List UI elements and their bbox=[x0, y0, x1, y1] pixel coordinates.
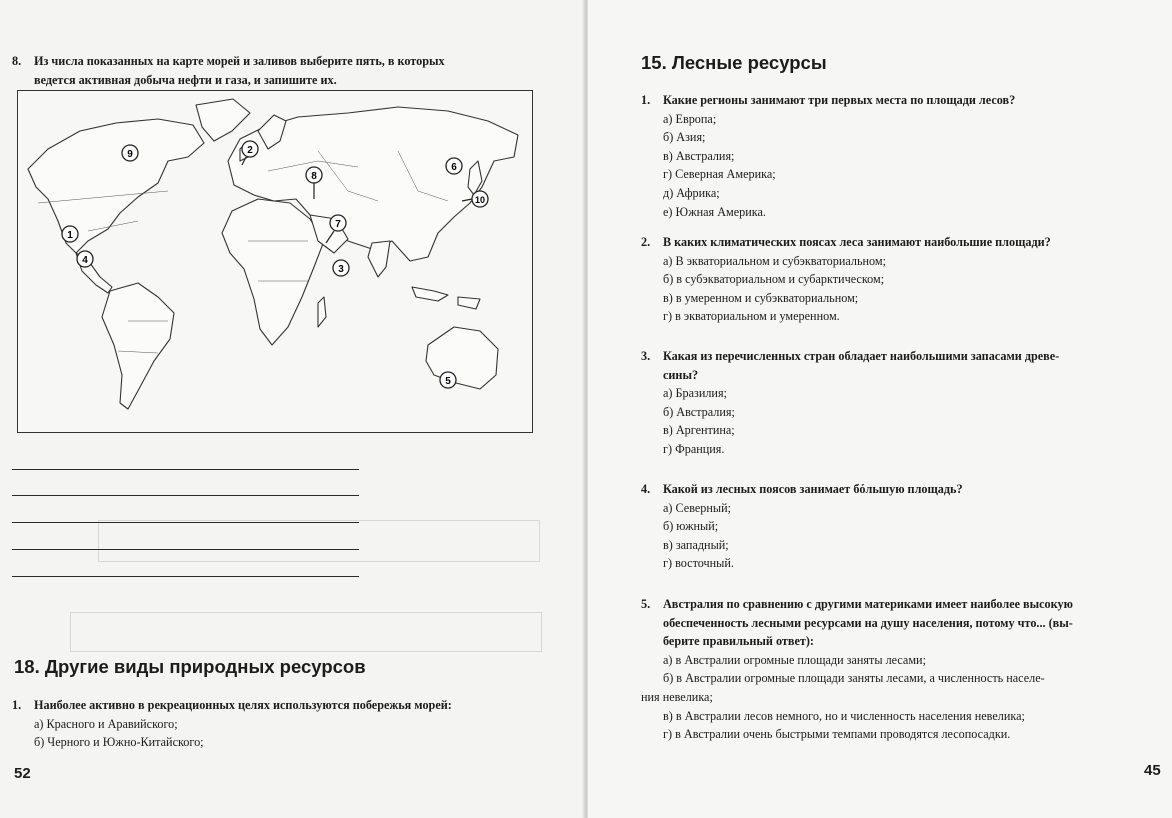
answer-option: б) в субэкваториальном и субарктическом; bbox=[663, 272, 885, 287]
section-title: 15. Лесные ресурсы bbox=[641, 52, 827, 73]
bleed-through-box bbox=[70, 612, 542, 652]
marker-label: 10 bbox=[474, 195, 486, 205]
answer-option: г) в Австралии очень быстрыми темпами проводятся лесопосадки. bbox=[663, 727, 1011, 742]
answer-option: б) Азия; bbox=[663, 130, 706, 145]
question-number: 1. bbox=[641, 93, 651, 107]
answer-option: б) в Австралии огромные площади заняты лесами, а численность населе- bbox=[663, 671, 1045, 686]
bleed-through-box bbox=[98, 520, 540, 562]
answer-line[interactable] bbox=[12, 549, 359, 550]
question-text: Австралия по сравнению с другими материками имеет наиболее высокую bbox=[663, 597, 1073, 611]
answer-option: в) Австралия; bbox=[663, 148, 735, 163]
question-number: 2. bbox=[641, 235, 651, 249]
marker-label: 5 bbox=[445, 376, 451, 387]
answer-option: а) Северный; bbox=[663, 500, 732, 515]
answer-option: а) в Австралии огромные площади заняты лесами; bbox=[663, 652, 926, 667]
question-number: 4. bbox=[641, 482, 651, 496]
marker-label: 8 bbox=[311, 171, 317, 182]
madagascar-shape bbox=[318, 297, 326, 327]
marker-label: 1 bbox=[67, 230, 73, 241]
marker-label: 2 bbox=[247, 145, 253, 156]
answer-line[interactable] bbox=[12, 469, 359, 470]
answer-option: а) В экваториальном и субэкваториальном; bbox=[663, 253, 887, 268]
marker-3 bbox=[333, 260, 349, 276]
answer-option: г) Франция. bbox=[663, 441, 725, 456]
section-title: 18. Другие виды природных ресурсов bbox=[14, 656, 366, 677]
question-text: Какая из перечисленных стран обладает наибольшими запасами древе- bbox=[663, 349, 1060, 363]
marker-label: 9 bbox=[127, 149, 133, 160]
page-number: 45 bbox=[1144, 762, 1161, 779]
question-number: 1. bbox=[12, 698, 22, 712]
page-number: 52 bbox=[14, 765, 31, 782]
left-page bbox=[0, 0, 584, 818]
answer-option-continuation: ния невелика; bbox=[641, 689, 713, 704]
marker-4 bbox=[77, 251, 93, 267]
question-text: сины? bbox=[663, 367, 699, 382]
question-text: В каких климатических поясах леса занимают наибольшие площади? bbox=[663, 235, 1051, 249]
question-text: Какие регионы занимают три первых места по площади лесов? bbox=[663, 93, 1016, 107]
question-4 bbox=[641, 480, 1166, 573]
marker-label: 6 bbox=[451, 162, 457, 173]
question-number: 8. bbox=[12, 54, 22, 68]
question-text: берите правильный ответ): bbox=[663, 634, 814, 649]
question-1 bbox=[12, 696, 552, 752]
question-text: Какой из лесных поясов занимает бóльшую площадь? bbox=[663, 482, 963, 496]
answer-line[interactable] bbox=[12, 495, 359, 496]
answer-option: а) Бразилия; bbox=[663, 386, 727, 401]
right-page bbox=[588, 0, 1172, 818]
answer-option: в) западный; bbox=[663, 537, 729, 552]
world-map bbox=[17, 90, 533, 433]
question-2 bbox=[641, 233, 1166, 326]
answer-line[interactable] bbox=[12, 576, 359, 577]
question-8 bbox=[12, 52, 552, 89]
marker-label: 4 bbox=[82, 255, 88, 266]
answer-option: г) в экваториальном и умеренном. bbox=[663, 309, 840, 324]
greenland-shape bbox=[196, 99, 250, 141]
answer-option: в) в Австралии лесов немного, но и численность населения невелика; bbox=[663, 708, 1025, 723]
question-text: ведется активная добыча нефти и газа, и запишите их. bbox=[34, 72, 337, 87]
answer-option: е) Южная Америка. bbox=[663, 204, 766, 219]
answer-option: а) Европа; bbox=[663, 111, 717, 126]
marker-label: 3 bbox=[338, 264, 344, 275]
question-number: 3. bbox=[641, 349, 651, 363]
answer-option: д) Африка; bbox=[663, 185, 720, 200]
marker-5 bbox=[440, 372, 456, 388]
marker-label: 7 bbox=[335, 219, 341, 230]
australia-shape bbox=[426, 327, 498, 389]
marker-9 bbox=[122, 145, 138, 161]
question-3 bbox=[641, 347, 1166, 459]
marker-6 bbox=[446, 158, 462, 174]
new-guinea-shape bbox=[458, 297, 480, 309]
question-number: 5. bbox=[641, 597, 651, 611]
answer-option: г) Северная Америка; bbox=[663, 167, 776, 182]
marker-1 bbox=[62, 226, 78, 242]
answer-option: г) восточный. bbox=[663, 556, 734, 571]
question-text: Из числа показанных на карте морей и заливов выберите пять, в которых bbox=[34, 54, 445, 68]
question-text: Наиболее активно в рекреационных целях используются побережья морей: bbox=[34, 698, 452, 712]
answer-option: б) южный; bbox=[663, 519, 719, 534]
answer-option: в) Аргентина; bbox=[663, 423, 735, 438]
answer-option: б) Австралия; bbox=[663, 404, 735, 419]
south-america-shape bbox=[102, 283, 174, 409]
answer-option: в) в умеренном и субэкваториальном; bbox=[663, 290, 859, 305]
answer-option: а) Красного и Аравийского; bbox=[34, 716, 178, 731]
africa-shape bbox=[222, 199, 324, 345]
world-map-svg bbox=[18, 91, 532, 432]
answer-option: б) Черного и Южно-Китайского; bbox=[34, 735, 204, 750]
india-shape bbox=[368, 241, 390, 277]
north-america-shape bbox=[28, 119, 204, 253]
question-1 bbox=[641, 91, 1161, 221]
question-text: обеспеченность лесными ресурсами на душу населения, потому что... (вы- bbox=[663, 615, 1073, 630]
question-5 bbox=[641, 595, 1169, 744]
answer-line[interactable] bbox=[12, 522, 359, 523]
indonesia-shape bbox=[412, 287, 448, 301]
